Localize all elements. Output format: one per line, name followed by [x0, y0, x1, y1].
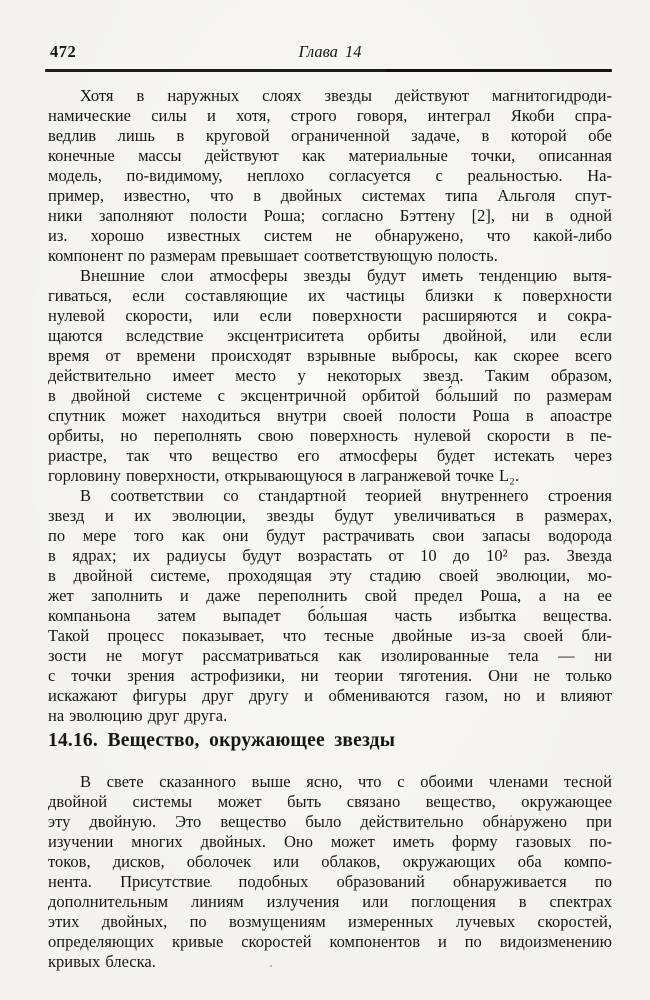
text-line: щаются вследствие эксцентриситета орбиты двойной, или если	[48, 326, 612, 345]
paragraph-magnetohydrodynamics	[48, 86, 612, 266]
running-head	[48, 42, 612, 64]
text-line: токов, дисков, оболочек или облаков, окружающих оба компо-	[48, 852, 612, 871]
section-heading: 14.16. Вещество, окружающее звезды	[48, 730, 396, 751]
text-line: из. хорошо известных систем не обнаружено, что какой-либо	[48, 226, 612, 245]
page-number: 472	[50, 42, 77, 61]
text-line: конечные массы действуют как материальные точки, описанная	[48, 146, 612, 165]
header-rule	[45, 69, 612, 72]
text-line: горловину поверхности, открывающуюся в лагранжевой точке L₂.	[48, 466, 519, 485]
text-line: нента. Присутствие подобных образований обнаруживается по	[48, 872, 612, 891]
text-line: В соответствии со стандартной теорией внутреннего строения	[80, 486, 612, 505]
text-line: риастре, так что вещество его атмосферы будет истекать через	[48, 446, 612, 465]
text-line: этих двойных, по возмущениям измеренных лучевых скоростей,	[48, 912, 612, 931]
text-line: гиваться, если составляющие их частицы близки к поверхности	[48, 286, 612, 305]
text-line: спутник может находиться внутри своей полости Роша в апоастре	[48, 406, 612, 425]
text-line: звезд и их эволюции, звезды будут увеличиваться в размерах,	[48, 506, 612, 525]
text-line: модель, по-видимому, неплохо согласуется с реальностью. На-	[48, 166, 612, 185]
chapter-title: Глава 14	[298, 42, 362, 61]
text-line: ники заполняют полости Роша; согласно Бэттену [2], ни в одной	[48, 206, 612, 225]
text-line: двойной системы может быть связано вещество, окружающее	[48, 792, 612, 811]
text-line: эту двойную. Это вещество было действительно обнаружено при	[48, 812, 612, 831]
text-line: компонент по размерам превышает соответствующую полость.	[48, 246, 498, 265]
text-line: жет заполнить и даже переполнить свой предел Роша, а на ее	[48, 586, 612, 605]
text-line: нулевой скорости, или если поверхности расширяются и сокра-	[48, 306, 612, 325]
text-line: действительно имеет место у некоторых звезд. Таким образом,	[48, 366, 612, 385]
text-line: изучении многих двойных. Оно может иметь форму газовых по-	[48, 832, 612, 851]
text-line: орбиты, но переполнять свою поверхность нулевой скорости в пе-	[48, 426, 612, 445]
text-line: по мере того как они будут растрачивать свои запасы водорода	[48, 526, 612, 545]
text-line: в ядрах; их радиусы будут возрастать от 10 до 10² раз. Звезда	[48, 546, 612, 565]
text-line: Хотя в наружных слоях звезды действуют магнитогидроди-	[80, 86, 612, 105]
text-line: дополнительным линиям излучения или поглощения в спектрах	[48, 892, 612, 911]
text-line: с точки зрения астрофизики, ни теории тяготения. Они не только	[48, 666, 612, 685]
paragraph-circumstellar-matter	[48, 772, 612, 972]
text-line: Такой процесс показывает, что тесные двойные из-за своей бли-	[48, 626, 612, 645]
text-line: пример, известно, что в двойных системах типа Альголя спут-	[48, 186, 612, 205]
text-line: определяющих кривые скоростей компонентов и по видоизменению	[48, 932, 612, 951]
text-line: на эволюцию друг друга.	[48, 706, 228, 725]
text-line: в двойной системе с эксцентричной орбитой бо́льший по размерам	[48, 386, 612, 405]
text-line: Внешние слои атмосферы звезды будут иметь тенденцию вытя-	[80, 266, 612, 285]
text-line: намические силы и хотя, строго говоря, интеграл Якоби спра-	[48, 106, 612, 125]
paragraph-outer-layers	[48, 266, 612, 486]
paragraph-stellar-evolution	[48, 486, 612, 726]
text-line: кривых блеска.	[48, 952, 156, 971]
text-line: компаньона затем выпадет бо́льшая часть избытка вещества.	[48, 606, 612, 625]
text-line: ведлив лишь в круговой ограниченной задаче, в которой обе	[48, 126, 612, 145]
text-line: время от времени происходят взрывные выбросы, как скорее всего	[48, 346, 612, 365]
text-line: зости не могут рассматриваться как изолированные тела — ни	[48, 646, 612, 665]
text-line: В свете сказанного выше ясно, что с обоими членами тесной	[80, 772, 612, 791]
text-line: искажают фигуры друг другу и обмениваются газом, но и влияют	[48, 686, 612, 705]
text-line: в двойной системе, проходящая эту стадию своей эволюции, мо-	[48, 566, 612, 585]
